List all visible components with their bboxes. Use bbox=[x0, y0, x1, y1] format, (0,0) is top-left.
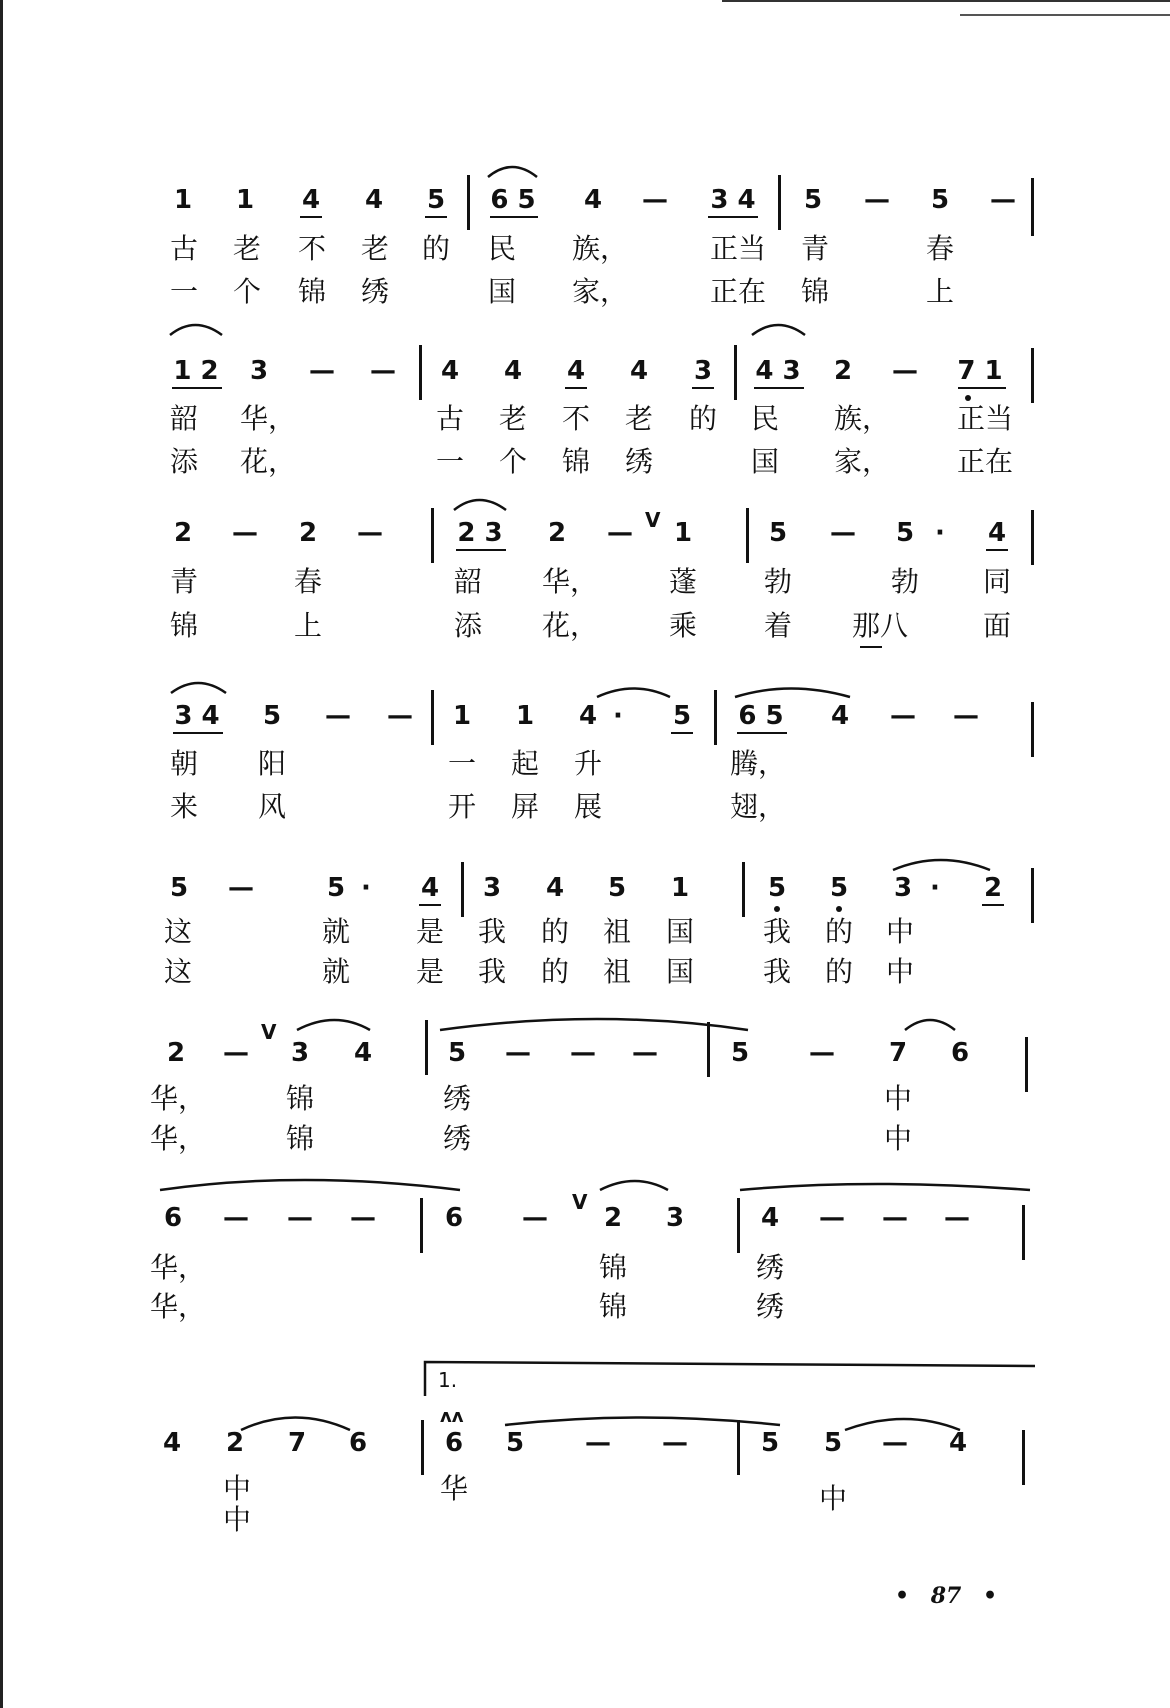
dash: — bbox=[357, 518, 383, 548]
bar-line bbox=[734, 345, 737, 400]
lyric-verse-2: 绣 bbox=[624, 445, 654, 478]
note: 5 bbox=[672, 701, 692, 731]
note: 5 bbox=[426, 185, 446, 215]
low-octave-dot bbox=[774, 906, 780, 912]
note: 2 bbox=[173, 518, 193, 548]
note: 1 bbox=[515, 701, 535, 731]
lyric-verse-2: 着 bbox=[763, 609, 793, 642]
volta-bracket bbox=[425, 1362, 1035, 1396]
note-underline bbox=[737, 732, 787, 734]
lyric-verse-1: 中 bbox=[222, 1472, 252, 1505]
note: 5 bbox=[767, 873, 787, 903]
lyric-verse-2: 乘 bbox=[668, 609, 698, 642]
dash: — bbox=[809, 1038, 835, 1068]
bar-line bbox=[1031, 178, 1034, 236]
dash: — bbox=[882, 1203, 908, 1233]
lyric-verse-2: 锦 bbox=[297, 275, 327, 308]
bar-line bbox=[1022, 1430, 1025, 1485]
slur bbox=[454, 500, 506, 510]
note: 4 bbox=[629, 356, 649, 386]
note-underline bbox=[565, 387, 587, 389]
note: 7 bbox=[888, 1038, 908, 1068]
lyric-verse-1: 中 bbox=[885, 915, 915, 948]
lyric-verse-1: 正当 bbox=[956, 402, 1014, 435]
note-underline bbox=[754, 387, 804, 389]
dash: — bbox=[387, 701, 413, 731]
lyric-verse-1: 古 bbox=[435, 402, 465, 435]
note: 4 bbox=[353, 1038, 373, 1068]
note-underline bbox=[419, 904, 441, 906]
page-bullet-right: • bbox=[983, 1583, 998, 1609]
lyric-verse-1: 锦 bbox=[598, 1251, 628, 1284]
dash: — bbox=[370, 356, 396, 386]
lyric-verse-2: 翅， bbox=[729, 790, 787, 823]
note: 6 bbox=[348, 1428, 368, 1458]
breath-mark: V bbox=[572, 1190, 588, 1214]
lyric-verse-1: 我 bbox=[762, 915, 792, 948]
lyric-verse-1: 就 bbox=[321, 915, 351, 948]
note-group: 3 4 bbox=[710, 185, 756, 215]
note: 5 bbox=[760, 1428, 780, 1458]
lyric-verse-1: 民 bbox=[750, 402, 780, 435]
note: 4 bbox=[578, 701, 598, 731]
lyric-verse-2: 国 bbox=[750, 445, 780, 478]
note: 1 bbox=[670, 873, 690, 903]
dash: — bbox=[632, 1038, 658, 1068]
dash: — bbox=[890, 701, 916, 731]
note: 5 bbox=[803, 185, 823, 215]
bar-line bbox=[746, 508, 749, 563]
lyric-verse-1: 绣 bbox=[442, 1082, 472, 1115]
lyric-verse-1: 韶 bbox=[453, 565, 483, 598]
dash: — bbox=[287, 1203, 313, 1233]
lyric-verse-2: 锦 bbox=[800, 275, 830, 308]
page-number-value: 87 bbox=[930, 1583, 962, 1609]
bar-line bbox=[419, 345, 422, 400]
slur bbox=[752, 325, 805, 335]
note: 2 bbox=[298, 518, 318, 548]
note-group: 6 5 bbox=[490, 185, 536, 215]
bar-line bbox=[742, 862, 745, 917]
lyric-verse-2: 上 bbox=[925, 275, 955, 308]
note: 2 bbox=[833, 356, 853, 386]
lyric-verse-1: 中 bbox=[883, 1082, 913, 1115]
lyric-verse-2: 来 bbox=[169, 790, 199, 823]
note: 4 bbox=[420, 873, 440, 903]
lyric-verse-2: 的 bbox=[824, 955, 854, 988]
lyric-verse-1: 中 bbox=[818, 1482, 848, 1515]
lyric-verse-2: 中 bbox=[885, 955, 915, 988]
lyric-verse-2: 家， bbox=[571, 275, 629, 308]
dash: — bbox=[830, 518, 856, 548]
bar-line bbox=[1025, 1037, 1028, 1092]
dash: — bbox=[505, 1038, 531, 1068]
note: 5 bbox=[169, 873, 189, 903]
lyric-verse-2: 国 bbox=[665, 955, 695, 988]
lyric-verse-2: 添 bbox=[169, 445, 199, 478]
lyric-underline bbox=[860, 646, 882, 648]
note: 4 bbox=[830, 701, 850, 731]
dash: — bbox=[223, 1038, 249, 1068]
lyric-verse-1: 勃 bbox=[763, 565, 793, 598]
lyric-verse-2: 正在 bbox=[709, 275, 767, 308]
bar-line bbox=[737, 1198, 740, 1253]
breath-mark: V bbox=[645, 508, 661, 532]
note: 6 bbox=[444, 1203, 464, 1233]
dash: — bbox=[522, 1203, 548, 1233]
lyric-verse-1: 老 bbox=[360, 232, 390, 265]
dash: — bbox=[232, 518, 258, 548]
note: 5 bbox=[326, 873, 346, 903]
lyric-verse-1: 春 bbox=[925, 232, 955, 265]
lyric-verse-2: 一 bbox=[435, 445, 465, 478]
note-underline bbox=[671, 732, 693, 734]
dash: — bbox=[882, 1428, 908, 1458]
lyric-verse-1: 的 bbox=[421, 232, 451, 265]
bar-line bbox=[421, 1420, 424, 1475]
lyric-verse-1: 华 bbox=[439, 1472, 469, 1505]
lyric-verse-2: 绣 bbox=[360, 275, 390, 308]
dash: — bbox=[325, 701, 351, 731]
lyric-verse-2: 祖 bbox=[602, 955, 632, 988]
note: 1 bbox=[235, 185, 255, 215]
note: 6 bbox=[950, 1038, 970, 1068]
lyric-verse-2: 锦 bbox=[169, 609, 199, 642]
slur bbox=[597, 689, 670, 698]
slur bbox=[740, 1184, 1030, 1190]
note: 3 bbox=[665, 1203, 685, 1233]
dash: — bbox=[662, 1428, 688, 1458]
lyric-verse-2: 个 bbox=[232, 275, 262, 308]
lyric-verse-2: 个 bbox=[498, 445, 528, 478]
bar-line bbox=[425, 1020, 428, 1075]
note: 5 bbox=[895, 518, 915, 548]
bar-line bbox=[1031, 348, 1034, 403]
note: 5 bbox=[829, 873, 849, 903]
note-group: 6 5 bbox=[738, 701, 784, 731]
lyric-verse-2: 锦 bbox=[285, 1122, 315, 1155]
note: 4 bbox=[987, 518, 1007, 548]
lyric-verse-2: 绣 bbox=[755, 1290, 785, 1323]
bar-line bbox=[467, 175, 470, 230]
note: 5 bbox=[262, 701, 282, 731]
note-group: 3 4 bbox=[174, 701, 220, 731]
lyric-verse-1: 青 bbox=[169, 565, 199, 598]
dash: — bbox=[570, 1038, 596, 1068]
lyric-verse-1: 华， bbox=[149, 1082, 207, 1115]
lyric-verse-1: 祖 bbox=[602, 915, 632, 948]
low-octave-dot bbox=[836, 906, 842, 912]
note: 3 bbox=[249, 356, 269, 386]
slur bbox=[488, 167, 537, 177]
note: 3 bbox=[290, 1038, 310, 1068]
note-underline bbox=[172, 387, 222, 389]
dash: — bbox=[944, 1203, 970, 1233]
note: 4 bbox=[503, 356, 523, 386]
note-underline bbox=[986, 549, 1008, 551]
note: 5 bbox=[730, 1038, 750, 1068]
lyric-verse-2: 那八 bbox=[851, 609, 909, 642]
note: 4 bbox=[948, 1428, 968, 1458]
note-group: 1 2 bbox=[173, 356, 219, 386]
bar-line bbox=[778, 175, 781, 230]
dash: — bbox=[607, 518, 633, 548]
lyric-verse-1: 我 bbox=[477, 915, 507, 948]
bar-line bbox=[737, 1420, 740, 1475]
lyric-verse-1: 春 bbox=[293, 565, 323, 598]
lyric-verse-2: 一 bbox=[169, 275, 199, 308]
lyric-verse-1: 的 bbox=[824, 915, 854, 948]
bar-line bbox=[1031, 702, 1034, 757]
note-underline bbox=[692, 387, 714, 389]
note-underline bbox=[982, 904, 1004, 906]
lyric-verse-1: 国 bbox=[665, 915, 695, 948]
note: 6 bbox=[444, 1428, 464, 1458]
slur bbox=[600, 1181, 668, 1190]
note: 4 bbox=[583, 185, 603, 215]
note-underline bbox=[173, 732, 223, 734]
note: 1 bbox=[452, 701, 472, 731]
lyric-verse-2: 这 bbox=[163, 955, 193, 988]
lyric-verse-2: 中 bbox=[883, 1122, 913, 1155]
dash: — bbox=[864, 185, 890, 215]
note: 5 bbox=[505, 1428, 525, 1458]
lyric-verse-1: 不 bbox=[561, 402, 591, 435]
dot-mark: · bbox=[613, 701, 623, 731]
volta-label: 1. bbox=[438, 1368, 458, 1392]
lyric-verse-1: 的 bbox=[540, 915, 570, 948]
note: 2 bbox=[166, 1038, 186, 1068]
note: 1 bbox=[173, 185, 193, 215]
bar-line bbox=[461, 862, 464, 917]
note: 3 bbox=[693, 356, 713, 386]
lyric-verse-1: 正当 bbox=[709, 232, 767, 265]
note-underline bbox=[300, 216, 322, 218]
note-underline bbox=[490, 216, 538, 218]
trill-mark: ʌʌ bbox=[440, 1406, 464, 1427]
slur bbox=[297, 1020, 370, 1030]
note-group: 2 3 bbox=[457, 518, 503, 548]
lyric-verse-1: 起 bbox=[510, 747, 540, 780]
bar-line bbox=[707, 1022, 710, 1077]
lyric-verse-1: 华， bbox=[541, 565, 599, 598]
slur bbox=[905, 1020, 955, 1030]
lyric-verse-1: 不 bbox=[297, 232, 327, 265]
lyric-verse-1: 是 bbox=[415, 915, 445, 948]
dash: — bbox=[892, 356, 918, 386]
note: 6 bbox=[163, 1203, 183, 1233]
lyric-verse-2: 中 bbox=[222, 1503, 252, 1536]
note-underline bbox=[958, 387, 1006, 389]
bar-line bbox=[431, 508, 434, 563]
lyric-verse-2: 华， bbox=[149, 1122, 207, 1155]
lyric-verse-2: 是 bbox=[415, 955, 445, 988]
lyric-verse-1: 阳 bbox=[257, 747, 287, 780]
lyric-verse-1: 华， bbox=[239, 402, 297, 435]
lyric-verse-1: 同 bbox=[982, 565, 1012, 598]
bar-line bbox=[1031, 868, 1034, 923]
note: 3 bbox=[482, 873, 502, 903]
dash: — bbox=[228, 873, 254, 903]
dash: — bbox=[585, 1428, 611, 1458]
dash: — bbox=[642, 185, 668, 215]
dot-mark: · bbox=[361, 873, 371, 903]
lyric-verse-1: 韶 bbox=[169, 402, 199, 435]
lyric-verse-1: 绣 bbox=[755, 1251, 785, 1284]
bar-line bbox=[431, 690, 434, 745]
dot-mark: · bbox=[935, 518, 945, 548]
page-number bbox=[895, 1583, 997, 1609]
slur bbox=[171, 683, 226, 693]
note: 4 bbox=[440, 356, 460, 386]
slur bbox=[160, 1180, 460, 1190]
note: 4 bbox=[566, 356, 586, 386]
lyric-verse-1: 民 bbox=[487, 232, 517, 265]
lyric-verse-1: 朝 bbox=[169, 747, 199, 780]
bar-line bbox=[1031, 510, 1034, 565]
dash: — bbox=[990, 185, 1016, 215]
note-underline bbox=[708, 216, 758, 218]
lyric-verse-2: 锦 bbox=[561, 445, 591, 478]
dash: — bbox=[819, 1203, 845, 1233]
dash: — bbox=[223, 1203, 249, 1233]
note: 2 bbox=[547, 518, 567, 548]
note: 5 bbox=[447, 1038, 467, 1068]
lyric-verse-2: 面 bbox=[982, 609, 1012, 642]
slur bbox=[440, 1019, 748, 1030]
lyric-verse-1: 的 bbox=[688, 402, 718, 435]
lyric-verse-1: 这 bbox=[163, 915, 193, 948]
bar-line bbox=[1022, 1205, 1025, 1260]
lyric-verse-1: 蓬 bbox=[668, 565, 698, 598]
low-octave-dot bbox=[965, 395, 971, 401]
note: 4 bbox=[364, 185, 384, 215]
lyric-verse-2: 家， bbox=[833, 445, 891, 478]
lyric-verse-1: 华， bbox=[149, 1251, 207, 1284]
lyric-verse-2: 展 bbox=[573, 790, 603, 823]
lyric-verse-2: 正在 bbox=[956, 445, 1014, 478]
dash: — bbox=[350, 1203, 376, 1233]
lyric-verse-1: 古 bbox=[169, 232, 199, 265]
dash: — bbox=[309, 356, 335, 386]
note: 2 bbox=[225, 1428, 245, 1458]
note-underline bbox=[425, 216, 447, 218]
slur bbox=[893, 860, 990, 870]
note: 1 bbox=[673, 518, 693, 548]
breath-mark: V bbox=[261, 1020, 277, 1044]
note-group: 4 3 bbox=[755, 356, 801, 386]
note: 4 bbox=[545, 873, 565, 903]
bar-line bbox=[714, 690, 717, 745]
lyric-verse-1: 一 bbox=[447, 747, 477, 780]
lyric-verse-2: 的 bbox=[540, 955, 570, 988]
dot-mark: · bbox=[930, 873, 940, 903]
lyric-verse-1: 锦 bbox=[285, 1082, 315, 1115]
note-group: 7 1 bbox=[957, 356, 1003, 386]
lyric-verse-1: 升 bbox=[573, 747, 603, 780]
dash: — bbox=[953, 701, 979, 731]
note: 4 bbox=[760, 1203, 780, 1233]
lyric-verse-2: 上 bbox=[293, 609, 323, 642]
lyric-verse-2: 添 bbox=[453, 609, 483, 642]
slur bbox=[170, 325, 222, 335]
note: 5 bbox=[930, 185, 950, 215]
note: 2 bbox=[983, 873, 1003, 903]
note: 4 bbox=[162, 1428, 182, 1458]
lyric-verse-2: 锦 bbox=[598, 1290, 628, 1323]
lyric-verse-2: 花， bbox=[541, 609, 599, 642]
lyric-verse-1: 青 bbox=[800, 232, 830, 265]
note: 5 bbox=[607, 873, 627, 903]
note: 7 bbox=[287, 1428, 307, 1458]
lyric-verse-2: 风 bbox=[257, 790, 287, 823]
note: 4 bbox=[301, 185, 321, 215]
note: 5 bbox=[823, 1428, 843, 1458]
lyric-verse-1: 老 bbox=[624, 402, 654, 435]
lyric-verse-2: 花， bbox=[239, 445, 297, 478]
page-bullet-left: • bbox=[895, 1583, 910, 1609]
lyric-verse-1: 老 bbox=[232, 232, 262, 265]
bar-line bbox=[420, 1198, 423, 1253]
lyric-verse-2: 我 bbox=[762, 955, 792, 988]
lyric-verse-2: 开 bbox=[447, 790, 477, 823]
note: 5 bbox=[768, 518, 788, 548]
note-underline bbox=[456, 549, 506, 551]
lyric-verse-2: 华， bbox=[149, 1290, 207, 1323]
lyric-verse-1: 勃 bbox=[890, 565, 920, 598]
lyric-verse-1: 腾， bbox=[729, 747, 787, 780]
lyric-verse-2: 我 bbox=[477, 955, 507, 988]
lyric-verse-1: 族， bbox=[571, 232, 629, 265]
note: 2 bbox=[603, 1203, 623, 1233]
lyric-verse-2: 绣 bbox=[442, 1122, 472, 1155]
lyric-verse-2: 就 bbox=[321, 955, 351, 988]
lyric-verse-2: 屏 bbox=[510, 790, 540, 823]
lyric-verse-2: 国 bbox=[487, 275, 517, 308]
lyric-verse-1: 老 bbox=[498, 402, 528, 435]
note: 3 bbox=[893, 873, 913, 903]
slur bbox=[735, 689, 850, 698]
lyric-verse-1: 族， bbox=[833, 402, 891, 435]
